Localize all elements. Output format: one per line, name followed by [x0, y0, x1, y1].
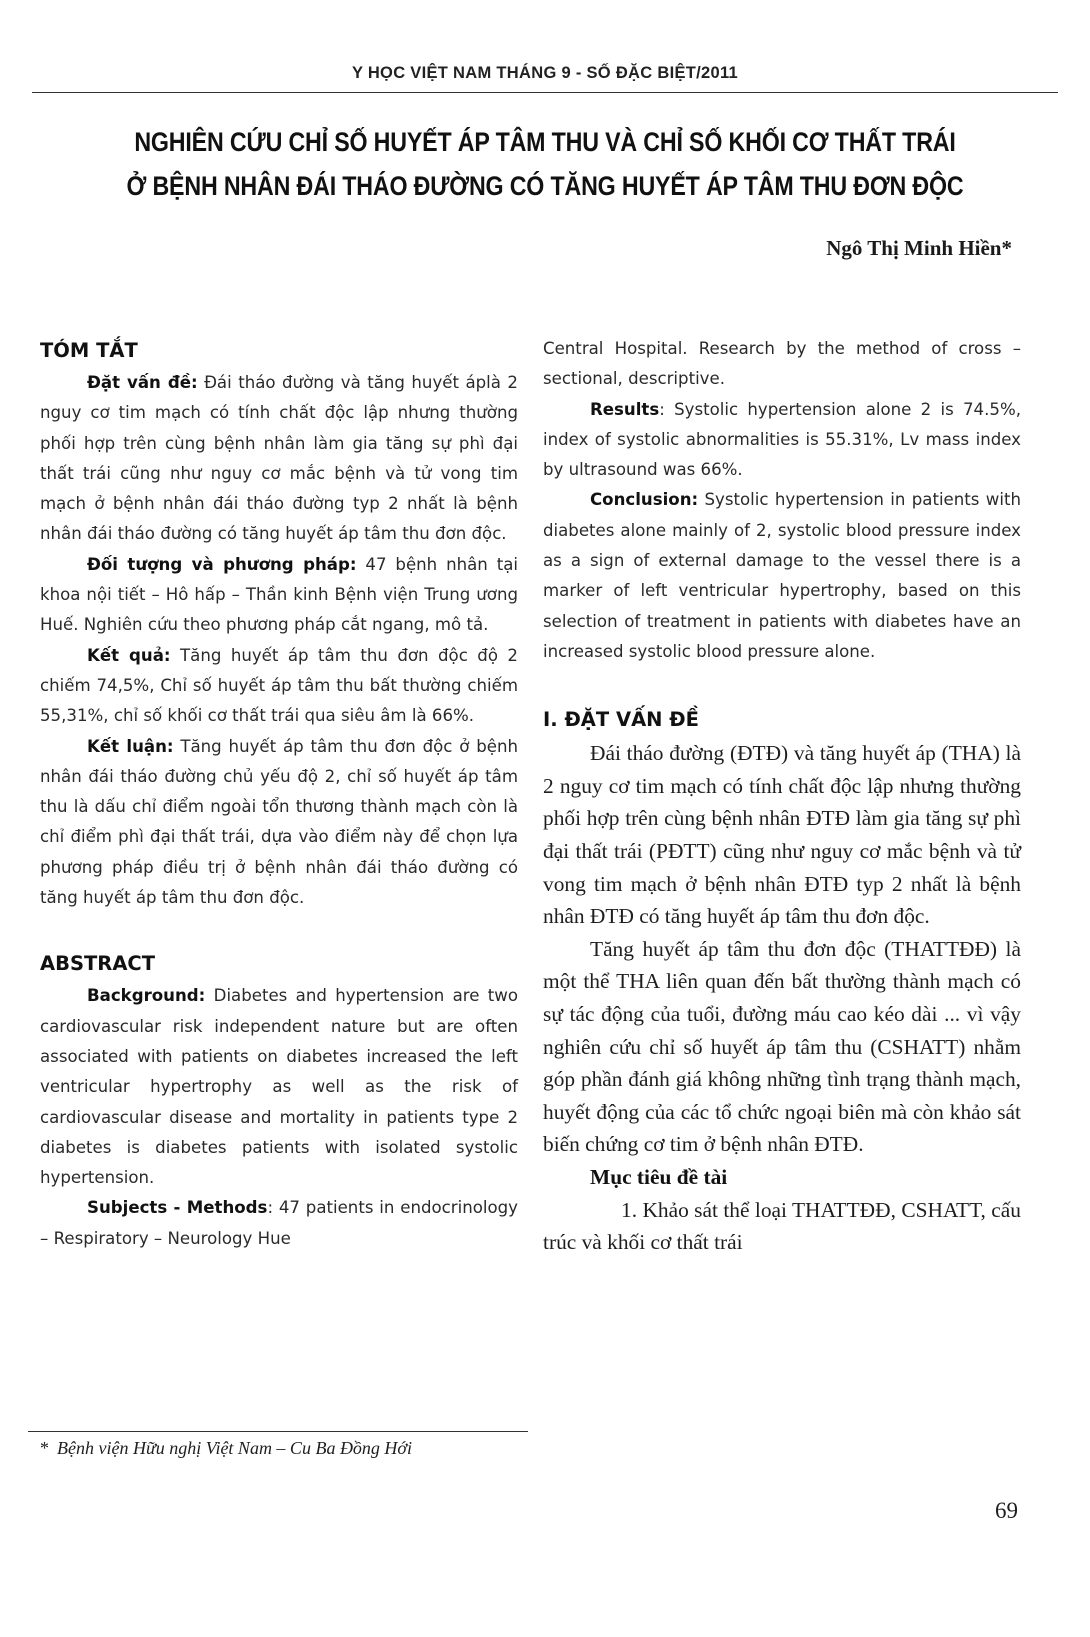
summary-paragraph — [40, 550, 518, 641]
paragraph-text: Đái tháo đường và tăng huyết áplà 2 nguy cơ tim mạch có tính chất độc lập nhưng thường phối hợp trên cùng bệnh nhân làm gia tăng sự phì đại thất trái cũng như nguy cơ mắc bệnh và tử vong tim mạch ở bệnh nhân đái tháo đường typ 2 nhất là bệnh nhân đái tháo đường có tăng huyết áp tâm thu đơn độc. — [40, 373, 518, 544]
footnote-text: Bệnh viện Hữu nghị Việt Nam – Cu Ba Đồng Hới — [57, 1438, 413, 1458]
abstract-continued-paragraph — [543, 334, 1021, 395]
abstract-paragraph — [543, 395, 1021, 486]
title-line-2: Ở BỆNH NHÂN ĐÁI THÁO ĐƯỜNG CÓ TĂNG HUYẾT ÁP TÂM THU ĐƠN ĐỘC — [126, 171, 964, 201]
body-paragraph: Tăng huyết áp tâm thu đơn độc (THATTĐĐ) là một thể THA liên quan đến bất thường thành mạch có sự tác động của tuổi, đường máu cao kéo dài ... vì vậy nghiên cứu chỉ số huyết áp tâm thu (CSHATT) nhằm góp phần đánh giá không những tình trạng thành mạch, huyết động của các tổ chức ngoại biên mà còn khảo sát biến chứng cơ tim ở bệnh nhân ĐTĐ. — [543, 936, 1021, 1157]
paragraph-label: Kết quả: — [87, 645, 171, 665]
paragraph-text: Systolic hypertension in patients with diabetes alone mainly of 2, systolic blood pressure index as a sign of external damage to the vessel there is a marker of left ventricular hypertrophy, based on this selection of treatment in patients with diabetes have an increased systolic blood pressure alone. — [543, 490, 1021, 661]
abstract-paragraph — [543, 485, 1021, 667]
objective-item: 1. Khảo sát thể loại THATTĐĐ, CSHATT, cấu trúc và khối cơ thất trái — [543, 1197, 1021, 1255]
paragraph-text: Central Hospital. Research by the method of cross – sectional, descriptive. — [543, 339, 1021, 389]
paragraph-label: Background: — [87, 986, 206, 1006]
paragraph-text: Tăng huyết áp tâm thu đơn độc độ 2 chiếm 74,5%, Chỉ số huyết áp tâm thu bất thường chiếm 55,31%, chỉ số khối cơ thất trái qua siêu âm là 66%. — [40, 645, 518, 726]
article-title — [76, 120, 1013, 208]
paragraph-text: : 47 patients in endocrinology – Respiratory – Neurology Hue — [40, 1198, 518, 1248]
paragraph-label: Results — [590, 399, 660, 419]
author-name: Ngô Thị Minh Hiền* — [826, 236, 1012, 260]
page-number: 69 — [995, 1498, 1018, 1523]
paragraph-text: : Systolic hypertension alone 2 is 74.5%, index of systolic abnormalities is 55.31%, Lv mass index by ultrasound was 66%. — [543, 399, 1021, 480]
right-column — [543, 334, 1021, 1259]
paragraph-label: Đặt vấn đề: — [87, 373, 198, 392]
summary-paragraph — [40, 368, 518, 550]
paragraph-label: Subjects - Methods — [87, 1198, 268, 1218]
abstract-heading: ABSTRACT — [40, 952, 156, 976]
summary-paragraph — [40, 641, 518, 732]
body-paragraph: Đái tháo đường (ĐTĐ) và tăng huyết áp (THA) là 2 nguy cơ tim mạch có tính chất độc lập nhưng thường phối hợp trên cùng bệnh nhân ĐTĐ làm gia tăng sự phì đại thất trái (PĐTT) cũng như nguy cơ mắc bệnh và tử vong tim mạch ở bệnh nhân ĐTĐ typ 2 nhất là bệnh nhân ĐTĐ có tăng huyết áp tâm thu đơn độc. — [543, 741, 1021, 929]
summary-heading: TÓM TẮT — [40, 339, 138, 362]
footnote — [40, 1438, 412, 1459]
paragraph-text: 47 bệnh nhân tại khoa nội tiết – Hô hấp – Thần kinh Bệnh viện Trung ương Huế. Nghiên cứu theo phương pháp cắt ngang, mô tả. — [40, 554, 519, 635]
paragraph-label: Conclusion: — [590, 490, 699, 510]
header-rule — [32, 92, 1058, 93]
footnote-rule — [28, 1431, 528, 1432]
title-line-1: NGHIÊN CỨU CHỈ SỐ HUYẾT ÁP TÂM THU VÀ CHỈ SỐ KHỐI CƠ THẤT TRÁI — [134, 127, 956, 157]
objectives-subheading: Mục tiêu đề tài — [590, 1164, 728, 1189]
section-1-heading: I. ĐẶT VẤN ĐỀ — [543, 708, 699, 732]
footnote-marker: * — [40, 1438, 49, 1458]
summary-paragraph — [40, 732, 518, 914]
running-head: Y HỌC VIỆT NAM THÁNG 9 - SỐ ĐẶC BIỆT/2011 — [351, 64, 739, 82]
abstract-paragraph — [40, 981, 518, 1193]
paragraph-label: Kết luận: — [87, 736, 174, 756]
paragraph-label: Đối tượng và phương pháp: — [87, 554, 357, 574]
left-column — [40, 334, 518, 1254]
paragraph-text: Diabetes and hypertension are two cardiovascular risk independent nature but are often associated with patients on diabetes increased the left ventricular hypertrophy as well as the risk of cardiovascular disease and mortality in patients type 2 diabetes is diabetes patients with isolated systolic hypertension. — [40, 986, 518, 1188]
paragraph-text: Tăng huyết áp tâm thu đơn độc ở bệnh nhân đái tháo đường chủ yếu độ 2, chỉ số huyết áp tâm thu là dấu chỉ điểm ngoài tổn thương thành mạch còn là chỉ điểm phì đại thất trái, dựa vào điểm này để chọn lựa phương pháp điều trị ở bệnh nhân đái tháo đường có tăng huyết áp tâm thu đơn độc. — [40, 736, 518, 908]
abstract-paragraph — [40, 1193, 518, 1254]
